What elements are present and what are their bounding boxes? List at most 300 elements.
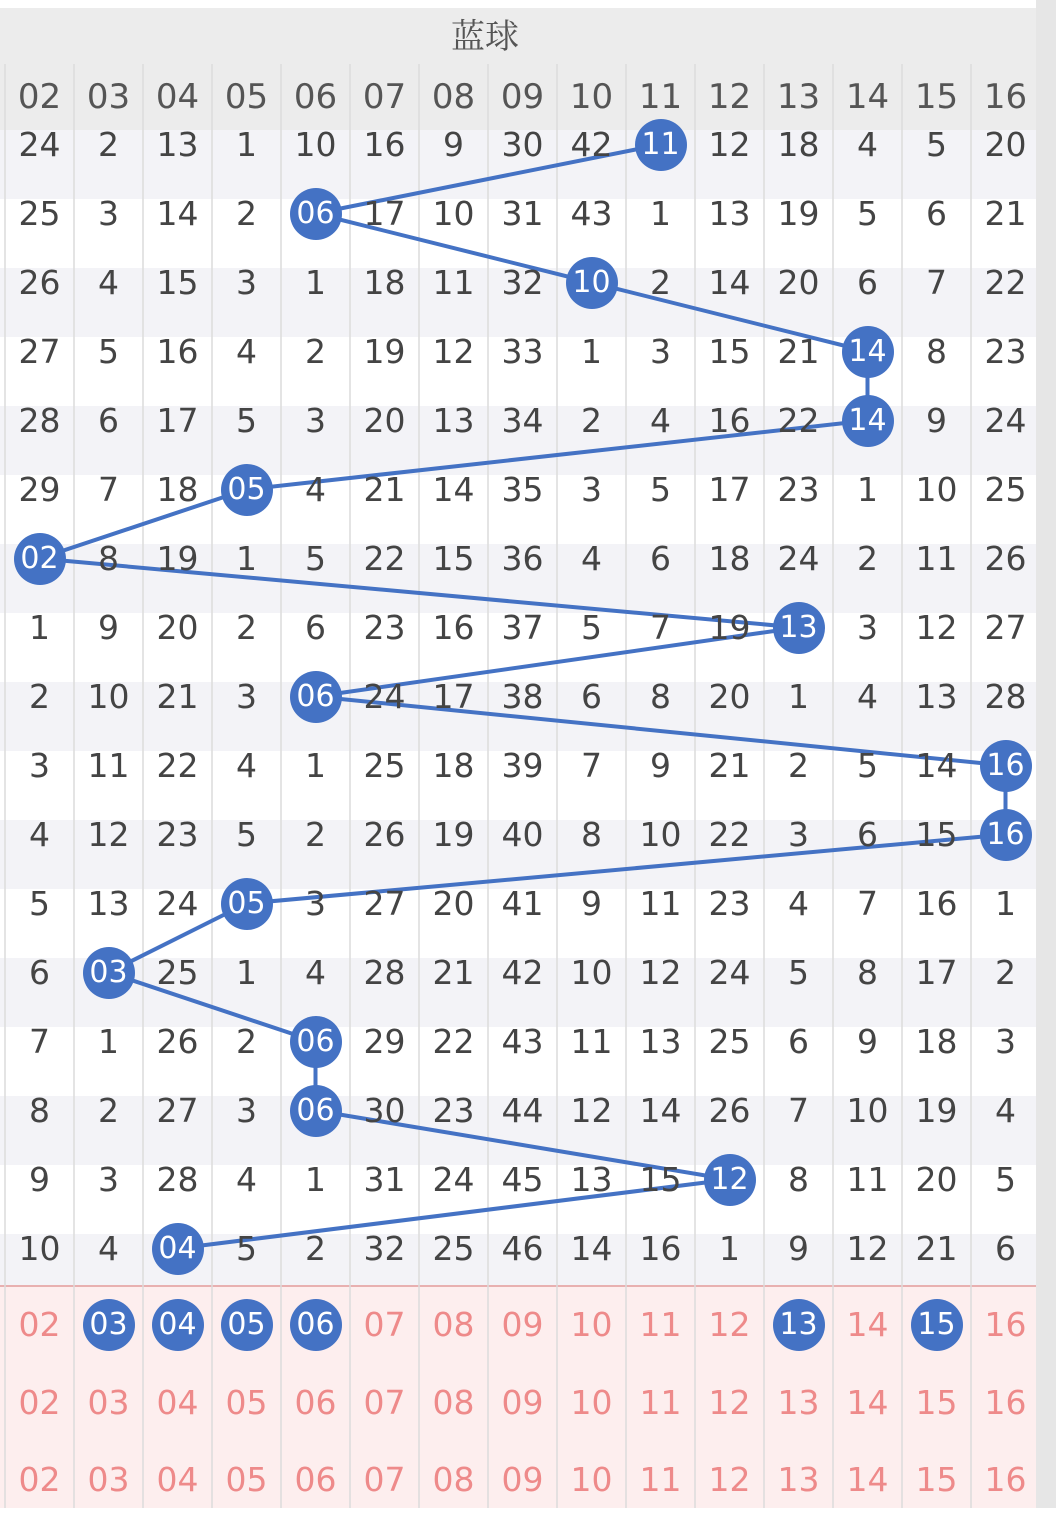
omission-cell: 4 [236,1160,257,1199]
omission-cell: 5 [857,746,878,785]
omission-cell: 18 [777,125,820,164]
omission-cell: 15 [156,263,199,302]
omission-cell: 44 [501,1091,544,1130]
omission-cell: 26 [363,815,406,854]
omission-cell: 42 [501,953,544,992]
column-header: 05 [224,77,269,117]
omission-cell: 21 [777,332,820,371]
omission-cell: 20 [156,608,199,647]
omission-cell: 6 [581,677,602,716]
omission-cell: 18 [156,470,199,509]
omission-cell: 24 [708,953,751,992]
omission-cell: 24 [18,125,61,164]
omission-cell: 5 [29,884,50,923]
hit-ball: 04 [152,1223,204,1275]
omission-cell: 3 [98,1160,119,1199]
omission-cell: 45 [501,1160,544,1199]
omission-cell: 1 [857,470,878,509]
hit-ball: 06 [290,188,342,240]
omission-cell: 7 [98,470,119,509]
omission-cell: 35 [501,470,544,509]
omission-cell: 20 [777,263,820,302]
stat-cell[interactable]: 16 [984,1382,1027,1422]
stat-cell[interactable]: 05 [225,1460,268,1499]
omission-cell: 27 [363,884,406,923]
omission-cell: 4 [650,401,671,440]
stat-cell[interactable]: 08 [432,1460,475,1499]
omission-cell: 5 [650,470,671,509]
stat-cell[interactable]: 04 [156,1382,199,1422]
stat-cell[interactable]: 16 [984,1460,1027,1499]
column-header: 16 [983,77,1028,117]
omission-cell: 22 [708,815,751,854]
column-header: 02 [17,77,62,117]
omission-cell: 10 [294,125,337,164]
omission-cell: 3 [650,332,671,371]
stat-cell[interactable]: 12 [708,1305,751,1344]
omission-cell: 14 [156,194,199,233]
omission-cell: 9 [926,401,947,440]
hit-ball: 06 [290,671,342,723]
omission-cell: 13 [915,677,958,716]
omission-cell: 2 [236,608,257,647]
stat-highlight-ball[interactable]: 06 [290,1299,342,1351]
omission-cell: 20 [915,1160,958,1199]
omission-cell: 3 [29,746,50,785]
column-header: 11 [638,77,683,117]
stat-cell[interactable]: 14 [846,1382,889,1422]
omission-cell: 9 [857,1022,878,1061]
omission-cell: 31 [363,1160,406,1199]
stat-cell[interactable]: 11 [639,1382,682,1422]
omission-cell: 5 [98,332,119,371]
stat-cell[interactable]: 14 [846,1460,889,1499]
omission-cell: 5 [236,401,257,440]
omission-cell: 21 [156,677,199,716]
omission-cell: 11 [639,884,682,923]
omission-cell: 17 [915,953,958,992]
omission-cell: 13 [156,125,199,164]
omission-cell: 13 [639,1022,682,1061]
omission-cell: 20 [363,401,406,440]
omission-cell: 15 [432,539,475,578]
omission-cell: 41 [501,884,544,923]
omission-cell: 12 [432,332,475,371]
omission-cell: 30 [363,1091,406,1130]
stat-cell[interactable]: 09 [501,1460,544,1499]
omission-cell: 26 [984,539,1027,578]
omission-cell: 6 [98,401,119,440]
omission-cell: 2 [305,1229,326,1268]
omission-cell: 6 [305,608,326,647]
omission-cell: 28 [156,1160,199,1199]
omission-cell: 25 [708,1022,751,1061]
omission-cell: 24 [363,677,406,716]
stat-cell[interactable]: 08 [432,1305,475,1344]
omission-cell: 20 [708,677,751,716]
omission-cell: 5 [305,539,326,578]
scrollbar[interactable] [1036,0,1056,1508]
omission-cell: 23 [984,332,1027,371]
omission-cell: 2 [857,539,878,578]
omission-cell: 38 [501,677,544,716]
omission-cell: 24 [432,1160,475,1199]
omission-cell: 31 [501,194,544,233]
stat-cell[interactable]: 03 [87,1382,130,1422]
omission-cell: 26 [708,1091,751,1130]
omission-cell: 28 [984,677,1027,716]
omission-cell: 23 [432,1091,475,1130]
stat-cell[interactable]: 07 [363,1460,406,1499]
omission-cell: 7 [650,608,671,647]
omission-cell: 34 [501,401,544,440]
stat-cell[interactable]: 03 [87,1460,130,1499]
omission-cell: 8 [650,677,671,716]
omission-cell: 6 [650,539,671,578]
omission-cell: 12 [570,1091,613,1130]
stat-cell[interactable]: 02 [18,1460,61,1499]
omission-cell: 11 [915,539,958,578]
omission-cell: 43 [570,194,613,233]
stat-cell[interactable]: 13 [777,1460,820,1499]
omission-cell: 11 [570,1022,613,1061]
omission-cell: 9 [443,125,464,164]
omission-cell: 2 [305,332,326,371]
omission-cell: 27 [18,332,61,371]
omission-cell: 19 [915,1091,958,1130]
stat-cell[interactable]: 06 [294,1460,337,1499]
hit-ball: 05 [221,878,273,930]
omission-cell: 1 [236,539,257,578]
hit-ball: 06 [290,1016,342,1068]
omission-cell: 6 [926,194,947,233]
omission-cell: 3 [305,884,326,923]
omission-cell: 23 [363,608,406,647]
stat-cell[interactable]: 10 [570,1305,613,1344]
omission-cell: 14 [708,263,751,302]
hit-ball: 16 [980,809,1032,861]
omission-cell: 19 [432,815,475,854]
omission-cell: 3 [857,608,878,647]
stat-cell[interactable]: 06 [294,1382,337,1422]
column-header: 06 [293,77,338,117]
omission-cell: 12 [639,953,682,992]
omission-cell: 40 [501,815,544,854]
omission-cell: 17 [156,401,199,440]
omission-cell: 9 [29,1160,50,1199]
omission-cell: 25 [363,746,406,785]
column-header: 15 [914,77,959,117]
omission-cell: 13 [432,401,475,440]
stat-cell[interactable]: 15 [915,1382,958,1422]
stat-highlight-ball[interactable]: 05 [221,1299,273,1351]
omission-cell: 16 [432,608,475,647]
stat-cell[interactable]: 08 [432,1382,475,1422]
stat-cell[interactable]: 11 [639,1460,682,1499]
omission-cell: 11 [846,1160,889,1199]
omission-cell: 30 [501,125,544,164]
stat-cell[interactable]: 14 [846,1305,889,1344]
stat-cell[interactable]: 07 [363,1305,406,1344]
omission-cell: 2 [650,263,671,302]
stat-cell[interactable]: 12 [708,1382,751,1422]
omission-cell: 16 [708,401,751,440]
omission-cell: 8 [29,1091,50,1130]
omission-cell: 42 [570,125,613,164]
column-header: 08 [431,77,476,117]
omission-cell: 1 [236,953,257,992]
stat-cell[interactable]: 10 [570,1460,613,1499]
column-header: 13 [776,77,821,117]
omission-cell: 10 [570,953,613,992]
omission-cell: 23 [777,470,820,509]
omission-cell: 17 [432,677,475,716]
omission-cell: 12 [87,815,130,854]
hit-ball: 11 [635,119,687,171]
omission-cell: 11 [87,746,130,785]
hit-ball: 02 [14,533,66,585]
omission-cell: 15 [639,1160,682,1199]
column-header: 09 [500,77,545,117]
omission-cell: 10 [915,470,958,509]
omission-cell: 39 [501,746,544,785]
hit-ball: 10 [566,257,618,309]
stat-cell[interactable]: 02 [18,1305,61,1344]
omission-cell: 5 [926,125,947,164]
omission-cell: 19 [156,539,199,578]
omission-cell: 22 [156,746,199,785]
omission-cell: 7 [857,884,878,923]
omission-cell: 22 [984,263,1027,302]
omission-cell: 5 [581,608,602,647]
omission-cell: 2 [236,194,257,233]
omission-cell: 7 [926,263,947,302]
omission-cell: 36 [501,539,544,578]
omission-cell: 8 [926,332,947,371]
omission-cell: 6 [857,815,878,854]
omission-cell: 16 [156,332,199,371]
omission-cell: 9 [650,746,671,785]
omission-cell: 4 [236,746,257,785]
omission-cell: 37 [501,608,544,647]
omission-cell: 19 [363,332,406,371]
omission-cell: 26 [156,1022,199,1061]
stat-cell[interactable]: 12 [708,1460,751,1499]
omission-cell: 22 [432,1022,475,1061]
omission-cell: 14 [915,746,958,785]
omission-cell: 16 [363,125,406,164]
omission-cell: 13 [87,884,130,923]
omission-cell: 11 [432,263,475,302]
stat-cell[interactable]: 02 [18,1382,61,1422]
stat-cell[interactable]: 09 [501,1305,544,1344]
stat-cell[interactable]: 09 [501,1382,544,1422]
omission-cell: 19 [777,194,820,233]
omission-cell: 3 [995,1022,1016,1061]
column-header: 10 [569,77,614,117]
omission-cell: 4 [236,332,257,371]
omission-cell: 2 [581,401,602,440]
hit-ball: 14 [842,395,894,447]
stat-highlight-ball[interactable]: 13 [773,1299,825,1351]
omission-cell: 12 [846,1229,889,1268]
omission-cell: 1 [305,746,326,785]
stat-cell[interactable]: 16 [984,1305,1027,1344]
omission-cell: 24 [984,401,1027,440]
omission-cell: 21 [363,470,406,509]
omission-cell: 18 [432,746,475,785]
omission-cell: 4 [305,953,326,992]
omission-cell: 24 [156,884,199,923]
omission-cell: 25 [156,953,199,992]
hit-ball: 05 [221,464,273,516]
omission-cell: 10 [87,677,130,716]
omission-cell: 6 [788,1022,809,1061]
stat-cell[interactable]: 04 [156,1460,199,1499]
omission-cell: 18 [363,263,406,302]
omission-cell: 27 [156,1091,199,1130]
omission-cell: 7 [581,746,602,785]
omission-cell: 29 [18,470,61,509]
omission-cell: 43 [501,1022,544,1061]
omission-cell: 5 [995,1160,1016,1199]
stat-cell[interactable]: 05 [225,1382,268,1422]
omission-cell: 9 [788,1229,809,1268]
omission-cell: 13 [708,194,751,233]
omission-cell: 1 [305,263,326,302]
omission-cell: 7 [788,1091,809,1130]
omission-cell: 4 [581,539,602,578]
omission-cell: 21 [915,1229,958,1268]
omission-cell: 3 [236,1091,257,1130]
omission-cell: 1 [305,1160,326,1199]
omission-cell: 5 [236,815,257,854]
omission-cell: 4 [29,815,50,854]
omission-cell: 16 [639,1229,682,1268]
omission-cell: 3 [98,194,119,233]
omission-cell: 3 [305,401,326,440]
omission-cell: 8 [857,953,878,992]
omission-cell: 23 [156,815,199,854]
omission-cell: 32 [363,1229,406,1268]
omission-cell: 12 [708,125,751,164]
hit-ball: 12 [704,1154,756,1206]
omission-cell: 4 [98,263,119,302]
omission-cell: 15 [708,332,751,371]
omission-cell: 2 [995,953,1016,992]
omission-cell: 10 [18,1229,61,1268]
column-header: 03 [86,77,131,117]
omission-cell: 26 [18,263,61,302]
hit-ball: 03 [83,947,135,999]
omission-cell: 14 [570,1229,613,1268]
omission-cell: 21 [708,746,751,785]
omission-cell: 4 [788,884,809,923]
omission-cell: 6 [857,263,878,302]
omission-cell: 14 [639,1091,682,1130]
omission-cell: 16 [915,884,958,923]
omission-cell: 3 [236,263,257,302]
omission-cell: 2 [788,746,809,785]
omission-cell: 3 [581,470,602,509]
omission-cell: 12 [915,608,958,647]
omission-cell: 25 [18,194,61,233]
stat-cell[interactable]: 15 [915,1460,958,1499]
omission-cell: 3 [788,815,809,854]
omission-cell: 4 [857,677,878,716]
omission-cell: 10 [639,815,682,854]
stat-highlight-ball[interactable]: 04 [152,1299,204,1351]
omission-cell: 27 [984,608,1027,647]
hit-ball: 16 [980,740,1032,792]
omission-cell: 4 [305,470,326,509]
omission-cell: 21 [984,194,1027,233]
omission-cell: 32 [501,263,544,302]
stat-highlight-ball[interactable]: 03 [83,1299,135,1351]
omission-cell: 46 [501,1229,544,1268]
omission-cell: 10 [432,194,475,233]
omission-cell: 15 [915,815,958,854]
omission-cell: 18 [915,1022,958,1061]
stat-cell[interactable]: 07 [363,1382,406,1422]
omission-cell: 1 [581,332,602,371]
omission-cell: 6 [29,953,50,992]
omission-cell: 25 [984,470,1027,509]
omission-cell: 4 [857,125,878,164]
omission-cell: 23 [708,884,751,923]
column-header: 12 [707,77,752,117]
omission-cell: 8 [581,815,602,854]
omission-cell: 4 [98,1229,119,1268]
hit-ball: 06 [290,1085,342,1137]
omission-cell: 28 [18,401,61,440]
omission-cell: 9 [581,884,602,923]
omission-cell: 8 [788,1160,809,1199]
stat-cell[interactable]: 13 [777,1382,820,1422]
omission-cell: 10 [846,1091,889,1130]
omission-cell: 9 [98,608,119,647]
omission-cell: 2 [305,815,326,854]
omission-cell: 1 [29,608,50,647]
omission-cell: 6 [995,1229,1016,1268]
omission-cell: 2 [98,125,119,164]
column-header: 07 [362,77,407,117]
omission-cell: 7 [29,1022,50,1061]
omission-cell: 2 [236,1022,257,1061]
omission-cell: 13 [570,1160,613,1199]
omission-cell: 3 [236,677,257,716]
omission-cell: 17 [708,470,751,509]
omission-cell: 2 [98,1091,119,1130]
omission-cell: 22 [777,401,820,440]
omission-cell: 20 [984,125,1027,164]
stat-cell[interactable]: 10 [570,1382,613,1422]
column-header: 04 [155,77,200,117]
hit-ball: 13 [773,602,825,654]
omission-cell: 20 [432,884,475,923]
omission-cell: 19 [708,608,751,647]
stat-highlight-ball[interactable]: 15 [911,1299,963,1351]
omission-cell: 1 [995,884,1016,923]
stat-cell[interactable]: 11 [639,1305,682,1344]
omission-cell: 21 [432,953,475,992]
omission-cell: 33 [501,332,544,371]
omission-cell: 18 [708,539,751,578]
omission-cell: 1 [236,125,257,164]
chart-title: 蓝球 [451,17,519,57]
omission-cell: 25 [432,1229,475,1268]
omission-cell: 8 [98,539,119,578]
